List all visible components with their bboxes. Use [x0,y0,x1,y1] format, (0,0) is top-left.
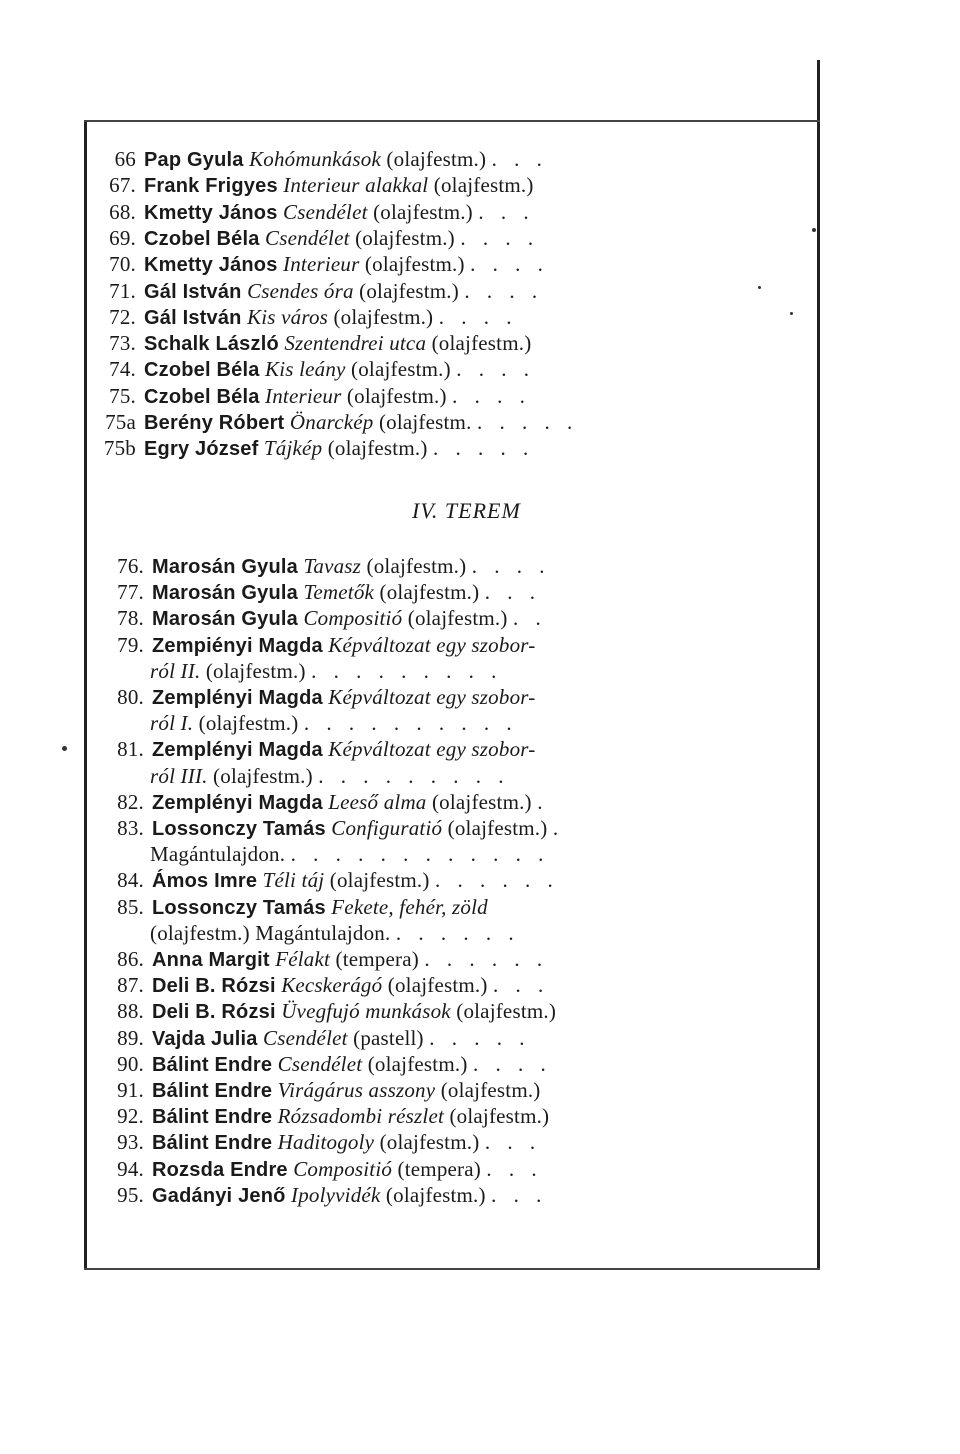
catalogue-entry [98,304,517,331]
catalogue-entry [98,1182,547,1209]
artwork-title: Ipolyvidék [291,1182,381,1207]
entry-number: 79. [117,632,144,657]
entry-number: 75. [109,383,136,408]
medium: (olajfestm.) [359,278,459,303]
entry-number: 76. [117,554,144,578]
medium: (olajfestm.) [373,199,473,224]
medium: (olajfestm.) [431,331,532,356]
entry-number: 92. [117,1104,144,1129]
medium: (olajfestm.) [433,173,534,198]
leader-dots: . . . [486,1156,543,1181]
artist-name: Frank Frigyes [144,175,278,198]
medium: (olajfestm.) [355,225,455,250]
entry-number: 75b [103,436,136,461]
medium: (olajfestm.) [407,606,508,631]
artwork-title: Tájkép [263,436,323,461]
artwork-title: Csendélet [265,225,350,250]
entry-number: 95. [117,1182,144,1207]
entry-number: 71. [109,278,136,303]
medium: (olajfestm.) [213,763,313,788]
artwork-title: Fekete, fehér, zöld [331,894,488,919]
leader-dots: . . . . [452,383,531,408]
artist-name: Czobel Béla [144,359,260,382]
medium: (olajfestm.) [351,357,451,382]
artist-name: Bálint Endre [152,1106,273,1129]
entry-number: 94. [117,1156,144,1181]
page-border-top [84,120,820,122]
artist-name: Gál István [144,280,242,303]
medium: (olajfestm.) [198,711,299,736]
artist-name: Zemplényi Magda [152,687,323,709]
medium: (pastell) [353,1025,424,1050]
catalogue-entry [98,1129,541,1156]
artwork-title: Interieur [265,383,342,408]
medium: (olajfestm.) [327,436,428,461]
artwork-title: ról III. [150,763,208,788]
medium: (olajfestm.) [333,304,434,329]
entry-number: 75a [105,410,136,434]
leader-dots: . . . . [464,278,544,303]
entry-number: 72. [109,304,136,329]
leader-dots: . . . . . . . . . . . . [290,842,550,867]
leader-dots: . . . . . [432,436,535,461]
catalogue-entry [98,736,535,763]
catalogue-entry [98,1103,549,1130]
artwork-title: Szentendrei utca [284,331,427,356]
catalogue-entry [98,815,564,842]
artwork-title: Képváltozat egy szobor- [328,685,536,709]
leader-dots: . . . [484,1130,542,1155]
leader-dots: . . . . [438,304,518,329]
leader-dots: . . . . . . [395,920,520,945]
leader-dots: . . . [478,199,535,224]
leader-dots: . . . [491,147,548,171]
artist-name: Ámos Imre [152,870,258,893]
entry-number: 83. [117,816,144,840]
medium: (olajfestm.) [440,1078,541,1102]
artist-name: Zemplényi Magda [152,791,323,814]
print-speck [62,746,67,751]
medium: (olajfestm.) [456,999,557,1024]
catalogue-entry [98,251,549,278]
artist-name: Deli B. Rózsi [152,1001,276,1024]
artist-name: Vajda Julia [152,1027,258,1050]
artwork-title: Csendélet [263,1025,348,1050]
medium: (olajfestm.) [386,147,487,171]
medium: (olajfestm.) [379,580,480,605]
entry-number: 91. [117,1078,144,1102]
leader-dots: . . . . [456,357,536,382]
medium: (olajfestm.) [385,1182,486,1207]
print-speck [790,312,793,315]
catalogue-entry [98,894,488,921]
artwork-title: Temetők [303,580,375,605]
leader-dots: . . . [484,580,542,605]
leader-dots: . . . . . . [424,947,549,971]
print-speck [812,228,816,232]
catalogue-entry [98,632,535,659]
artist-name: Zemplényi Magda [152,739,323,762]
entry-number: 68. [109,199,136,224]
entry-number: 66 [114,147,136,171]
leader-dots: . . . [493,973,550,998]
medium: (olajfestm.) [364,252,465,277]
artwork-title: ról I. [150,711,194,736]
catalogue-entry [150,658,502,684]
catalogue-entry [98,972,549,999]
entry-number: 86. [117,947,144,971]
page-border-bottom [84,1268,820,1270]
catalogue-entry [98,553,551,580]
entry-number: 90. [117,1051,144,1076]
entry-number: 67. [109,173,136,198]
catalogue-entry [98,199,535,226]
entry-number: 81. [117,737,144,762]
medium: Magántulajdon. [150,842,286,867]
entry-number: 87. [117,973,144,998]
medium: (olajfestm.) [431,789,532,814]
artist-name: Kmetty János [144,254,278,277]
artwork-title: Leeső alma [328,789,427,814]
leader-dots: . . [513,606,547,631]
leader-dots: . . . . [472,1051,552,1076]
artwork-title: Kohómunkások [249,147,381,171]
artist-name: Czobel Béla [144,227,260,250]
artwork-title: Compositió [303,606,403,631]
artist-name: Egry József [144,438,259,461]
leader-dots: . . . . . . [435,868,559,893]
leader-dots: . . . . . . . . . [311,658,503,683]
leader-dots: . . . . . . . . . [318,763,510,788]
catalogue-entry [98,789,548,816]
catalogue-entry [98,1051,552,1078]
leader-dots: . [552,816,565,840]
catalogue-entry [98,605,547,632]
catalogue-entry [150,710,518,736]
medium: (tempera) [335,947,419,971]
leader-dots: . . . . . . . . . . [303,711,518,736]
catalogue-entry [150,763,510,789]
medium: (olajfestm.) [367,1051,468,1076]
artist-name: Rozsda Endre [152,1158,288,1181]
artwork-title: Téli táj [262,868,325,893]
entry-number: 89. [117,1025,144,1050]
entry-number: 93. [117,1130,144,1155]
leader-dots: . . . . [470,252,549,277]
entry-number: 88. [117,999,144,1024]
leader-dots: . . . [491,1182,548,1207]
entry-number: 77. [117,580,144,605]
artist-name: Kmetty János [144,201,278,224]
leader-dots: . . . . [460,225,540,250]
leader-dots: . . . . . [477,410,579,434]
catalogue-entry [98,435,534,462]
entry-number: 78. [117,606,144,631]
entry-number: 73. [109,331,136,356]
artwork-title: Virágárus asszony [277,1078,436,1102]
artwork-title: Csendélet [277,1051,363,1076]
artist-name: Lossonczy Tamás [152,896,326,919]
artist-name: Zempiényi Magda [152,634,323,657]
artist-name: Marosán Gyula [152,556,298,578]
page-border-left [84,120,87,1270]
catalogue-entry [98,684,535,711]
print-speck [758,286,761,289]
catalogue-entry [98,1077,541,1104]
entry-number: 74. [109,357,136,382]
leader-dots: . [537,789,549,814]
medium: (olajfestm.) [205,658,306,683]
artist-name: Anna Margit [152,949,270,971]
catalogue-entry [98,330,531,357]
page-border-right [817,60,820,1270]
leader-dots: . . . . . [429,1025,531,1050]
catalogue-entry [98,225,539,252]
entry-number: 85. [117,894,144,919]
medium: (olajfestm.) Magántulajdon. [150,920,391,945]
artist-name: Lossonczy Tamás [152,818,326,840]
catalogue-entry [98,278,543,305]
artist-name: Marosán Gyula [152,582,298,605]
artist-name: Berény Róbert [144,412,285,434]
leader-dots: . . . . [471,554,551,578]
artist-name: Gál István [144,306,242,329]
artist-name: Bálint Endre [152,1080,273,1102]
artwork-title: Csendélet [283,199,368,224]
artwork-title: Configuratió [331,816,443,840]
artist-name: Schalk László [144,333,279,356]
catalogue-entry [98,409,578,436]
medium: (olajfestm.) [366,554,467,578]
artist-name: Deli B. Rózsi [152,975,276,998]
catalogue-entry [98,1025,530,1052]
catalogue-entry [150,920,520,946]
medium: (olajfestm.) [447,816,548,840]
catalogue-entry [98,383,531,410]
entry-number: 80. [117,685,144,709]
artist-name: Gadányi Jenő [152,1184,286,1207]
artist-name: Pap Gyula [144,149,244,171]
entry-number: 70. [109,252,136,277]
artwork-title: Interieur alakkal [283,173,429,198]
catalogue-entry [150,841,549,867]
artwork-title: Képváltozat egy szobor- [328,737,536,762]
artist-name: Bálint Endre [152,1132,273,1155]
catalogue-entry [98,579,541,606]
artwork-title: Képváltozat egy szobor- [328,632,536,657]
artwork-title: Haditogoly [277,1130,375,1155]
artist-name: Bálint Endre [152,1053,273,1076]
catalogue-entry [98,867,559,894]
section-heading: IV. TEREM [412,498,521,523]
medium: (olajfestm. [378,410,472,434]
artwork-title: Csendes óra [247,278,354,303]
catalogue-entry [98,172,534,199]
artist-name: Marosán Gyula [152,608,298,631]
medium: (olajfestm.) [379,1130,480,1155]
artwork-title: Félakt [275,947,331,971]
catalogue-entry [98,1156,543,1183]
catalogue-entry [98,946,548,973]
artwork-title: Üvegfujó munkások [281,999,451,1024]
artwork-title: Önarckép [289,410,374,434]
artwork-title: ról II. [150,658,201,683]
catalogue-entry [98,998,556,1025]
artwork-title: Kecskerágó [281,973,383,998]
medium: (olajfestm.) [329,868,430,893]
medium: (olajfestm.) [346,383,447,408]
medium: (olajfestm.) [449,1104,550,1129]
artwork-title: Interieur [283,252,360,277]
entry-number: 82. [117,789,144,814]
catalogue-entry [98,146,548,173]
artwork-title: Compositió [293,1156,393,1181]
artist-name: Czobel Béla [144,385,260,408]
artwork-title: Tavasz [303,554,362,578]
artwork-title: Kis város [247,304,329,329]
medium: (olajfestm.) [387,973,488,998]
catalogue-entry [98,356,535,383]
entry-number: 69. [109,225,136,250]
medium: (tempera) [397,1156,481,1181]
entry-number: 84. [117,868,144,893]
artwork-title: Kis leány [265,357,346,382]
artwork-title: Rózsadombi részlet [277,1104,445,1129]
